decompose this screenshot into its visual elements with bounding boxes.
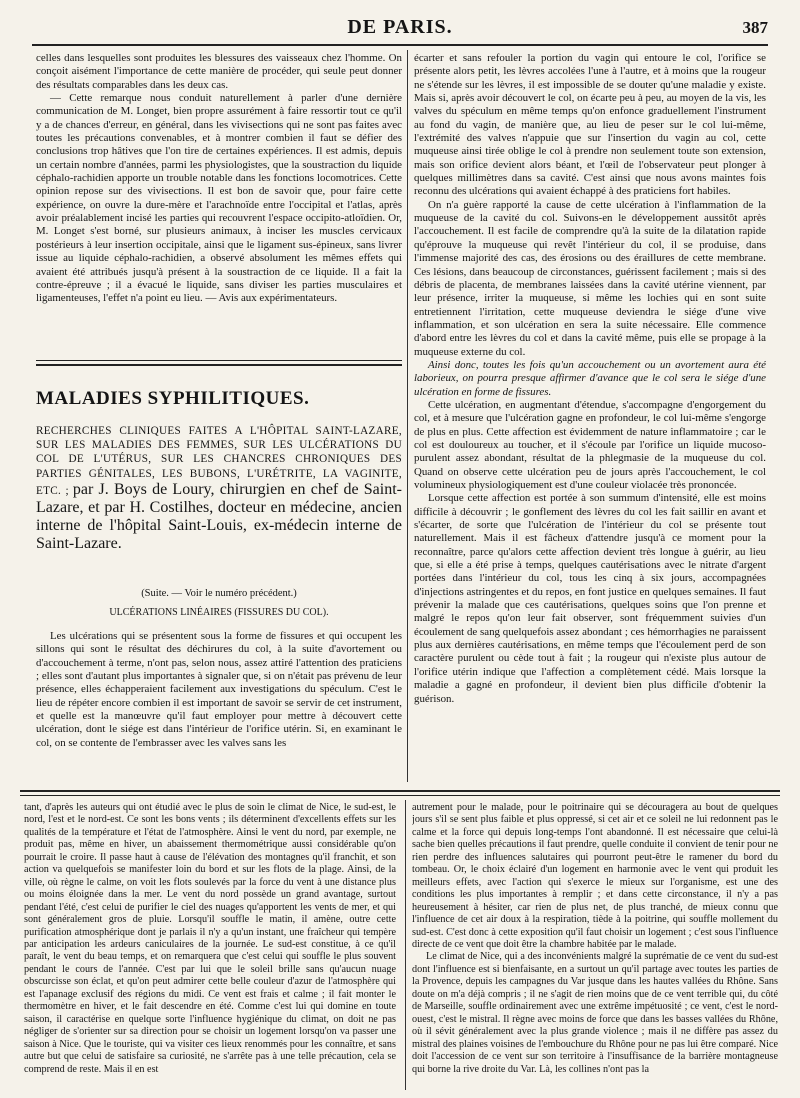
feuilleton-divider bbox=[20, 795, 780, 796]
paragraph: écarter et sans refouler la portion du vagin qui entoure le col, l'orifice se présente alors petit, les lèvres accolées l'une à l'autre, et à moins que la rougeur ne s'étende sur les lèvres, il est impossible de se douter qu'une maladie y existe. Mais si, après avoir découvert le col, on écarte peu à peu, au moyen de la vis, les valves du spéculum en même temps qu'on enfonce graduellement l'instrument au fond du vagin, de manière que, au lieu de peser sur le col lui-même, l'extrémité des valves n'appuie que sur l'insertion du vagin au col, cette muqueuse ainsi tirée oblige le col à prendre non seulement toute son extension, mais son orifice devient alors béant, et l'œil de l'observateur peut plonger à quelques millimètres dans sa cavité. C'est ainsi que nous avons maintes fois reconnu des ulcérations qui avaient échappé à des praticiens fort habiles. bbox=[414, 52, 766, 198]
feuilleton-left-column bbox=[24, 802, 396, 1092]
paragraph: Les ulcérations qui se présentent sous la forme de fissures et qui occupent les sillons qui sont le résultat des déchirures du col, à la suite d'avortement ou d'accouchement à terme, n'ont pas, selon nous, assez attiré l'attention des praticiens ; elles sont d'autant plus importantes à signaler que, si on n'était pas prévenu de leur présence, elles échapperaient facilement aux investigations du spéculum. C'est le lieu de répéter encore combien il est important de savoir se servir de cet instrument, et quelle est la manœuvre qu'il faut employer pour mettre à découvert cette ulcération, dont le siége est dans l'intérieur de l'orifice utérin. Si, en examinant le col, on se contente de l'embrasser avec les valves sans les bbox=[36, 630, 402, 749]
feuilleton-divider bbox=[20, 790, 780, 792]
continuation-note: (Suite. — Voir le numéro précédent.) bbox=[141, 588, 297, 599]
paragraph: Ainsi donc, toutes les fois qu'un accouchement ou un avortement aura été laborieux, on pourra presque affirmer d'avance que le col sera le siége d'une ulcération en forme de fissures. bbox=[414, 358, 766, 398]
section-divider bbox=[36, 360, 402, 361]
page-title: DE PARIS. bbox=[347, 16, 453, 38]
top-left-column bbox=[36, 52, 402, 352]
article-heading bbox=[36, 424, 402, 553]
subheading: ULCÉRATIONS LINÉAIRES (FISSURES DU COL). bbox=[109, 607, 329, 618]
paragraph: — Cette remarque nous conduit naturellement à parler d'une dernière communication de M. Longet, bien propre assurément à faire ressortir tout ce qu'il y a de chances d'erreur, en général, dans les vivisections qui ne sont pas faites avec toutes les précautions convenables, et à montrer combien il faut se défier des conclusions trop hâtives que l'on tire de certaines expériences. Il est admis, depuis un certain nombre d'années, parmi les physiologistes, que la soustraction du liquide céphalo-rachidien apporte un trouble notable dans les fonctions locomotrices. Cette opinion repose sur des vivisections. Il est bon de savoir que, pour faire cette expérience, on ouvre la dure-mère et l'arachnoïde entre l'occipital et l'atlas, après avoir préalablement incisé les parties qui recouvrent l'espace occipito-atloïdien. Or, M. Longet s'est borné, sur plusieurs animaux, à inciser les muscles cervicaux postérieurs à leur insertion occipitale, ainsi que le ligament sus-épineux, sans livrer issue au liquide céphalo-rachidien, a observé absolument les mêmes effets qui avaient été attribués jusqu'à présent à la soustraction de ce liquide. Il a fait la contre-épreuve ; il a évacué le liquide, sans diviser les parties musculaires et ligamenteuses, l'effet n'a point eu lieu. — Avis aux expérimentateurs. bbox=[36, 92, 402, 305]
section-divider bbox=[36, 364, 402, 366]
paragraph: Le climat de Nice, qui a des inconvénients malgré la suprématie de ce vent du sud-est dont l'influence est si bienfaisante, en a surtout un qu'il partage avec toutes les parties de la Provence, depuis les campagnes du Var jusque dans les hautes vallées du Rhône. Sans doute on m'a déjà compris ; il ne s'agit de rien moins que de ce vent terrible qui, du côté de Marseille, souffle ordinairement avec une extrême impétuosité ; ce vent, c'est le nord-ouest, c'est le mistral. Il règne avec moins de force que dans les basses vallées du Rhône, où il sévit généralement avec la plus grande violence ; mais il ne diffère pas assez du mistral des plaines voisines de l'embouchure du Rhône pour ne pas lui être comparé. Nice doit l'accession de ce vent sur son territoire à l'insuffisance de la barrière montagneuse qui borne la rive droite du Var. Là, les collines n'ont pas la bbox=[412, 951, 778, 1075]
paragraph: Cette ulcération, en augmentant d'étendue, s'accompagne d'engorgement du col, et à mesure que l'ulcération gagne en profondeur, le col lui-même s'engorge de plus en plus. Cette affection est évidemment de nature inflammatoire ; car le col est douloureux au toucher, et il s'écoule par l'orifice un liquide mucoso-purulent assez abondant, résultat de la phlegmasie de la muqueuse du col. Quand on observe cette ulcération peu de jours après l'accouchement, le col volumineux physiologiquement est d'une couleur violacée très prononcée. bbox=[414, 398, 766, 491]
header-rule bbox=[32, 44, 768, 46]
paragraph: tant, d'après les auteurs qui ont étudié avec le plus de soin le climat de Nice, le sud-est, le nord, l'est et le nord-est. Ce sont les bons vents ; ils déterminent d'excellents effets sur les qualités de la température et l'état de l'atmosphère. Ainsi le vent du nord, par exemple, ne produit pas, même en hiver, un abaissement thermométrique aussi considérable qu'on pourrait le croire. Il passe haut à cause de l'élévation des montagnes qu'il franchit, et son action va quelquefois se manifester loin du bord et sur les flots de la plage. Ainsi, de la ville, où règne le calme, on voit les flots soulevés par la force du vent à une distance plus ou moins éloignée dans la mer. Le vent du nord possède un grand avantage, surtout pendant l'été, c'est celui de purifier le ciel des nuages qu'apportent les vents de mer, et qui sont généralement gros de pluie. Lorsqu'il souffle le matin, il amène, outre cette purification atmosphérique dont je parlais il n'y a qu'un instant, une fraîcheur qui tempère par anticipation les ardeurs caniculaires de la journée. Le sud-est constitue, à ce qu'il paraît, le vent du beau temps, et on remarquera que c'est celui qui souffle le plus souvent pendant le cours de l'année. C'est par lui que le soleil brille sans qu'aucun nuage obscurcisse son éclat, et qu'on peut admirer cette belle couleur d'azur de l'atmosphère qui est l'apanage exclusif des régions du midi. Ce vent est frais et calme ; il fait monter le thermomètre en hiver, et le fait descendre en été. Comme c'est lui qui domine en toute saison, il caractérise en quelque sorte l'influence hygiénique du climat, on doit ne pas négliger de s'orienter sur sa direction pour se choisir un logement lorsqu'on va passer une saison à Nice. Que le touriste, qui va visiter ces lieux renommés pour les connaître, et sans autre but que celui de satisfaire sa curiosité, ne s'arrête pas à une telle précaution, cela se comprend de reste. Mais il en est bbox=[24, 802, 396, 1075]
article-title: RECHERCHES CLINIQUES FAITES A L'HÔPITAL SAINT-LAZARE, SUR LES MALADIES DES FEMMES, SUR LES ULCÉRATIONS DU COL DE L'UTÉRUS, SUR LES CHANCRES CHRONIQUES DES PARTIES GÉNITALES, LES BUBONS, L'URÉTRITE, LA VAGINITE, ETC. ; bbox=[36, 425, 402, 497]
paragraph: On n'a guère rapporté la cause de cette ulcération à l'inflammation de la muqueuse de la cavité du col. Suivons-en le développement aussitôt après l'accouchement. Il est facile de comprendre qu'à la suite de la dilatation rapide qu'éprouve la muqueuse qui revêt l'intérieur du col, il se produise, dans l'immense majorité des cas, des érosions ou des éraillures de cette membrane. Ces lésions, dans beaucoup de circonstances, guérissent facilement ; mais si des débris de placenta, de membranes laissées dans la cavité utérine viennent, par leur présence, irriter la muqueuse, si même les lochies qui en sont suite entretiennent l'irritation, cette muqueuse deviendra le siége d'une vive inflammation, et son ulcération en sera la suite nécessaire. Elle commence d'abord entre les lèvres du col et dans la cavité même, puis elle se propage à la muqueuse externe du col. bbox=[414, 198, 766, 358]
paragraph: Lorsque cette affection est portée à son summum d'intensité, elle est moins difficile à découvrir ; le gonflement des lèvres du col les fait saillir en avant et s'écarter, de sorte que l'ulcération de l'intérieur du col se présente tout naturellement. Mais il est fâcheux d'attendre jusqu'à ce moment pour la reconnaître, parce qu'alors cette affection devient très longue à guérir, au lieu que, si elle a été prise à temps, quelques cautérisations avec le nitrate d'argent portées dans l'intérieur du col, tous les cinq à six jours, accompagnées d'injections astringentes et du repos, en font justice en quelques semaines. Il faut prévenir la malade que ces cautérisations, quelques soins que l'on prenne et malgré le repos qu'on leur fait observer, sont fréquemment suivies d'un écoulement de sang quelquefois assez abondant ; ces hémorrhagies ne paraissent plus aux dernières cautérisations, en même temps que l'écoulement perd de son caractère purulent ou cède tout à fait ; la rougeur qui n'existe plus autour de l'orifice utérin indique que l'affection a complètement cédé. Mais lorsque la maladie a gagné en profondeur, il devient bien plus difficile d'obtenir la guérison. bbox=[414, 492, 766, 705]
feuilleton-right-column bbox=[412, 802, 778, 1092]
section-title: MALADIES SYPHILITIQUES. bbox=[36, 388, 310, 409]
paragraph: celles dans lesquelles sont produites les blessures des vaisseaux chez l'homme. On conçoit aisément l'importance de cette manière de procéder, qui seule peut donner des résultats comparables dans les deux cas. bbox=[36, 52, 402, 91]
top-right-column bbox=[414, 52, 766, 782]
column-divider bbox=[407, 50, 408, 782]
page-number: 387 bbox=[742, 18, 768, 37]
top-left-column-lower bbox=[36, 630, 402, 780]
article-authors: par J. Boys de Loury, chirurgien en chef de Saint-Lazare, et par H. Costilhes, docteur en médecine, ancien interne de l'hôpital Saint-Louis, ex-médecin interne de Saint-Lazare. bbox=[36, 480, 403, 552]
paragraph: autrement pour le malade, pour le poitrinaire qui se découragera au bout de quelques jours s'il se sent plus faible et plus oppressé, si cet air et ce soleil ne lui redonnent pas le calme et la force qui depuis long-temps l'ont abandonné. Il est nécessaire que celui-là sache bien quelles précautions il faut prendre, quelle conduite il convient de tenir pour ne rien perdre des influences salutaires qui pourront peut-être le ramener du bord du tombeau. Or, le choix éclairé d'un logement en harmonie avec le vent qui produit les meilleurs effets, avec l'action qui s'exerce le mieux sur l'organisme, est une des conditions les plus importantes à remplir ; et dans cette circonstance, il n'y a pas heureusement à hésiter, car rien de plus net, de plus tranché, de mieux connu que l'influence de cet air doux à la respiration, tiède à la poitrine, qui souffle mollement du sud-est. C'est donc à cette exposition qu'il faut choisir un logement ; c'est sous l'influence directe de ce vent que doit être la chambre habitée par le malade. bbox=[412, 802, 778, 950]
page-header bbox=[32, 14, 768, 44]
column-divider bbox=[405, 800, 406, 1090]
